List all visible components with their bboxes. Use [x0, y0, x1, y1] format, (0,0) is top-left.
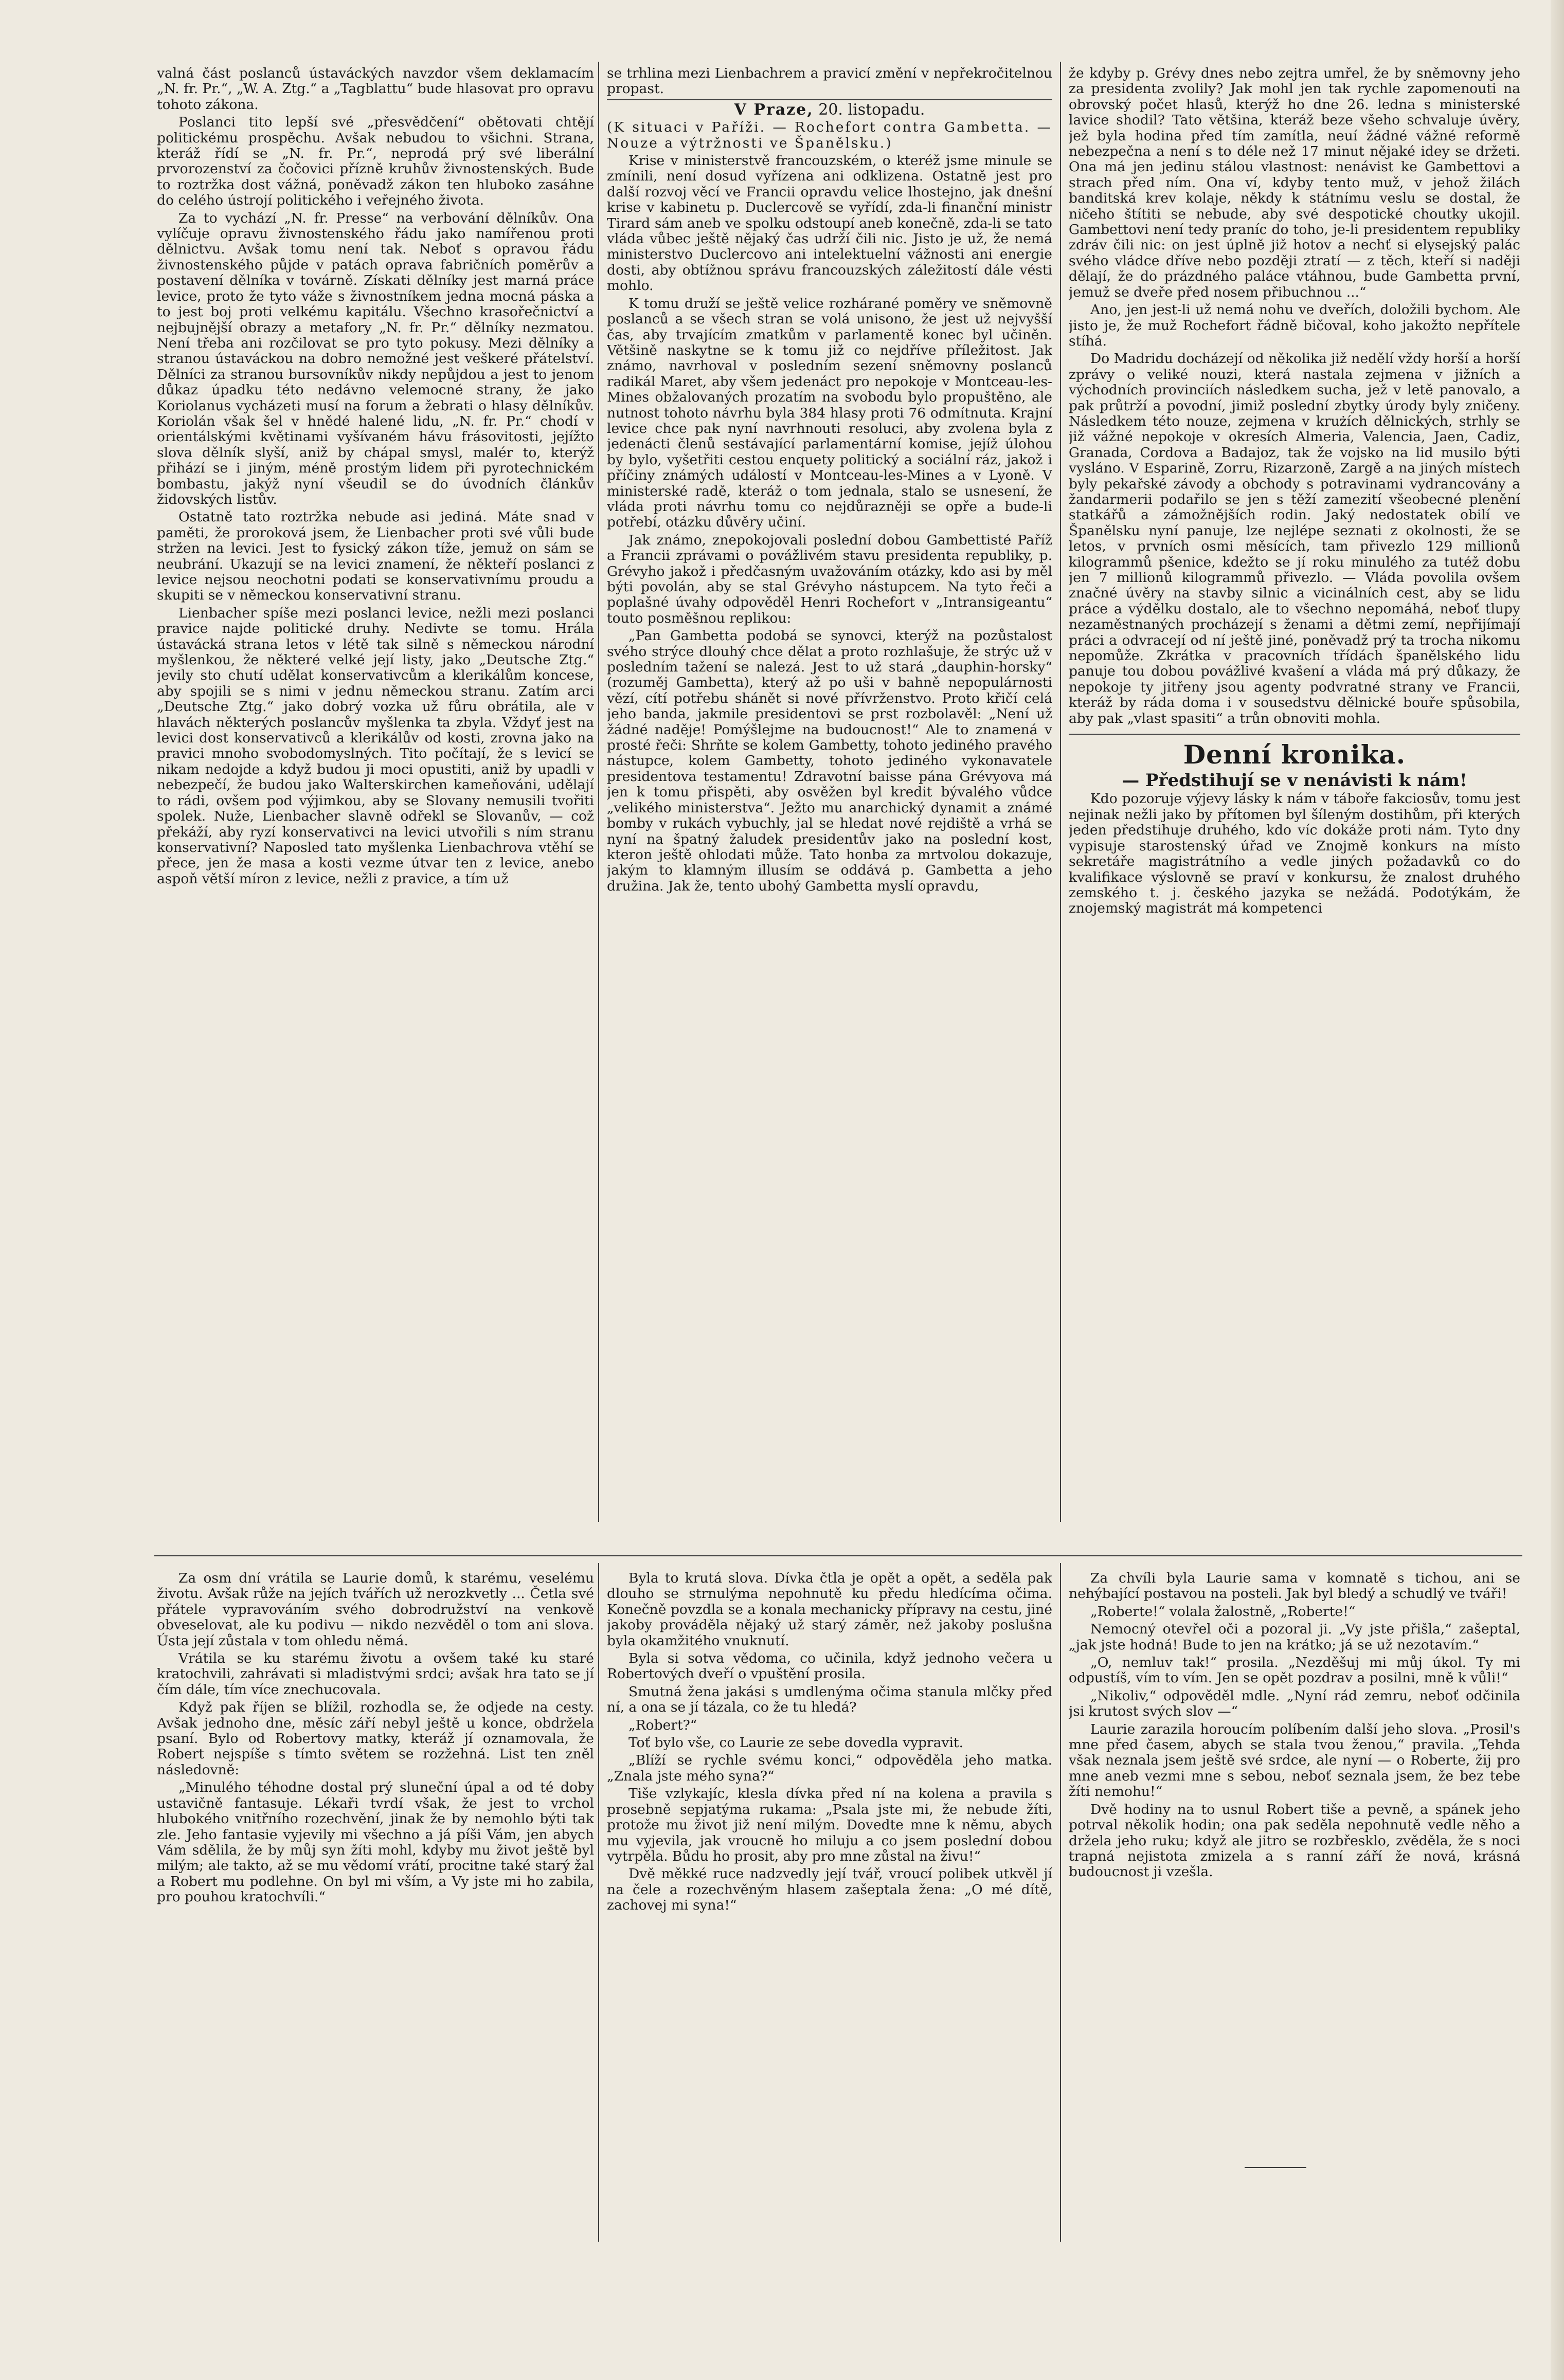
dateline-date: 20. listopadu. — [813, 100, 925, 119]
column-2-bottom — [607, 1571, 1052, 2260]
column-rule-1 — [598, 62, 599, 1522]
paragraph: Dvě hodiny na to usnul Robert tiše a pevně, a spánek jeho potrval několik hodin; ona pak seděla nepohnutě vedle něho a držela jeho ruku; když ale jitro se rozbřesklo, zvěděla, že s noci trapná nejistota zmizela a s ranní září že nová, krásná budoucnost ji vzešla. — [1069, 1801, 1520, 1880]
column-3-bottom — [1069, 1571, 1520, 2260]
column-3-top — [1069, 66, 1520, 1552]
column-1-bottom — [157, 1571, 594, 2260]
paragraph: Dvě měkké ruce nadzvedly její tvář, vroucí polibek utkvěl jí na čele a rozechvěným hlasem zašeptala žena: „O mé dítě, zachovej mi syna!“ — [607, 1866, 1052, 1914]
paragraph: Za to vychází „N. fr. Presse“ na verbování dělníkův. Ona vylíčuje opravu živnostenského řádu jako namířenou proti dělnictvu. Avšak tomu není tak. Neboť s opravou řádu živnostenského půjde v patách oprava fabričních poměrův a postavení dělníka v továrně. Získati dělníky jest marná práce levice, proto že tyto váže s živnostníkem jedna mocná páska a to jest boj proti velkému kapitálu. Všechno krasořečnictví a nejbujnější obrazy a metafory „N. fr. Pr.“ dělníky nezmatou. Není třeba ani rozčilovat se pro tyto pokusy. Mezi dělníky a stranou ústaváckou na dobro nemožné jest veškeré přátelství. Dělníci za stranou bursovníkův nikdy nepůjdou a jest to jenom důkaz úpadku této nedávno velemocné strany, že jako Koriolanus vycházeti musí na forum a žebrati o hlasy dělníkův. Koriolán však šel v hnědé halené lidu, „N. fr. Pr.“ chodí v orientálskými květinami vyšívaném hávu frásovitosti, jejížto slova dělník slyší, aniž by chápal smysl, malér to, kterýž přihází se i jiným, méně prostým lidem při pyrotechnickém bombastu, jakýž nyní všeudil se do úvodních článkův židovských listův. — [157, 210, 594, 507]
section-rule — [1069, 734, 1520, 735]
column-rule-4 — [1060, 1563, 1061, 2242]
paragraph: Ostatně tato roztržka nebude asi jediná. Máte snad v paměti, že proroková jsem, že Lienbacher proti své vůli bude stržen na levici. Jest to fysický zákon tíže, jemuž on sám se neubrání. Ukazují se na levici znamení, že někteří poslanci z levice nejsou neochotni podati se konservativnímu proudu a skupiti se v německou konservativní stranu. — [157, 509, 594, 604]
paragraph: „Blíží se rychle svému konci,“ odpověděla jeho matka. „Znala jste mého syna?“ — [607, 1752, 1052, 1784]
paragraph: Laurie zarazila horoucím políbením další jeho slova. „Prosil's mne před časem, abych se stala tvou ženou,“ pravila. „Tehda však neznala jsem ještě své srdce, ale nyní — o Roberte, žij pro mne aneb vezmi mne s sebou, neboť seznala jsem, že bez tebe žíti nemohu!“ — [1069, 1721, 1520, 1800]
column-rule-2 — [1060, 62, 1061, 1522]
paragraph: Ano, jen jest-li už nemá nohu ve dveřích, doložili bychom. Ale jisto je, že muž Rochefort řádně bičoval, koho jakožto nepřítele stíhá. — [1069, 302, 1520, 349]
paragraph: Kdo pozoruje výjevy lásky k nám v táboře fakciosův, tomu jest nejinak nežli jako by přítomen byl šíleným dostihům, při kterých jeden předstihuje druhého, kdo víc dokáže proti nám. Tyto dny vypisuje starostenský úřad ve Znojmě konkurs na místo sekretáře magistrátního a vedle jiných požadavků co do kvalifikace výslovně se praví v konkursu, že znalost druhého zemského t. j. českého jazyka se nežádá. Podotýkám, že znojemský magistrát má kompetenci — [1069, 791, 1520, 917]
paragraph: Lienbacher spíše mezi poslanci levice, nežli mezi poslanci pravice najde politické druhy. Nedivte se tomu. Hrála ústavácká strana letos v létě tak silně s německou národní myšlenkou, že některé velké její listy, jako „Deutsche Ztg.“ jevily sto chutí udělat konservativcům a klerikálům koncese, aby spojili se s nimi v jednu německou stranu. Zatím arci „Deutsche Ztg.“ jako dobrý vozka už fůru obrátila, ale v hlavách některých poslancův myšlenka ta zbyla. Vždyť jest na levici dost konservativců a klerikálův od kosti, zrovna jako na pravici mnoho svobodomyslných. Tito počítají, že s levicí se nikam nedojde a když budou ji moci opustiti, aniž by upadli v nebezpečí, že budou jako Walterskirchen kameňováni, udělají to rádi, ovšem pod výjimkou, aby se Slovany nemusili tvořiti spolek. Nuže, Lienbacher slavně odřekl se Slovanův, — což překáží, aby ryzí konservativci na levici utvořili s ním stranu konservativní? Naposled tato myšlenka Lienbachrova vtěhí se přece, jen že masa a kosti vezme útvar ten z levice, anebo aspoň větší míron z levice, nežli z pravice, a tím už — [157, 605, 594, 887]
paragraph: Za chvíli byla Laurie sama v komnatě s tichou, ani se nehýbající postavou na posteli. Jak byl bledý a schudlý ve tváři! — [1069, 1571, 1520, 1602]
paragraph: Jak známo, znepokojovali poslední dobou Gambettisté Paříž a Francii zprávami o povážlivém stavu presidenta republiky, p. Grévyho jakož i předčasným uvažováním otázky, kdo asi by měl býti povolán, aby se stal Grévyho nástupcem. Na tyto řeči a poplašné úvahy odpověděl Henri Rochefort v „Intransigeantu“ touto posměšnou replikou: — [607, 532, 1052, 626]
paragraph: Poslanci tito lepší své „přesvědčení“ obětovati chtějí politickému prospěchu. Avšak nebudou to všichni. Strana, kteráž řídí se „N. fr. Pr.“, neprodá prý své liberální prvorozenství za čočovici přízně kruhův živnostenských. Bude to roztržka dost vážná, poněvadž zákon ten hluboko zasáhne do celého ústrojí politického i veřejného života. — [157, 114, 594, 209]
paragraph: Nemocný otevřel oči a pozoral ji. „Vy jste přišla,“ zašeptal, „jak jste hodná! Bude to jen na krátko; já se už nezotavím.“ — [1069, 1621, 1520, 1653]
paragraph: Když pak říjen se blížil, rozhodla se, že odjede na cesty. Avšak jednoho dne, měsíc září nebyl ještě u konce, obdržela psaní. Bylo od Robertovy matky, kteráž jí oznamovala, že Robert nejspíše s tímto světem se rozžehná. List ten zněl následovně: — [157, 1699, 594, 1778]
paragraph: Smutná žena jakási s umdlenýma očima stanula mlčky před ní, a ona se jí tázala, co že tu hledá? — [607, 1683, 1052, 1716]
end-rule — [1245, 2167, 1306, 2168]
paragraph: Krise v ministerstvě francouzském, o kteréž jsme minule se zmínili, není dosud vyřízena ani odklizena. Ostatně jest pro další rozvoj věcí ve Francii opravdu velice lhostejno, jak dnešní krise v kabinetu p. Duclercově se vyřídí, zda-li finanční ministr Tirard sám aneb ve spolku odstoupí aneb konečně, zda-li se tato vláda vůbec ještě nějaký čas udrží čili nic. Jisto je už, že nemá ministerstvo Duclercovo ani intelektuelní vážnosti ani energie dosti, aby obtížnou správu francouzských záležitostí dále vésti mohlo. — [607, 153, 1052, 294]
dateline — [607, 102, 1052, 118]
paragraph: „Roberte!“ volala žalostně, „Roberte!“ — [1090, 1603, 1356, 1620]
article-headline: — Předstihují se v nenávisti k nám! — [1122, 770, 1467, 791]
paragraph: valná část poslanců ústaváckých navzdor všem deklamacím „N. fr. Pr.“, „W. A. Ztg.“ a „Tagblattu“ bude hlasovat pro opravu tohoto zákona. — [157, 66, 594, 113]
column-2-top — [607, 66, 1052, 1552]
paragraph: „Minulého téhodne dostal prý sluneční úpal a od té doby ustavičně fantasuje. Lékaři tvrdí však, že jest to vrchol hlubokého vnitřního rozechvění, jinak že by nemohlo býti tak zle. Jeho fantasie vyjevily mi všechno a já píši Vám, jen abych Vám sdělila, že by můj syn žíti mohl, kdyby mu život ještě byl milým; ale takto, až se mu vědomí vrátí, procitne také starý žal a Robert mu podlehne. On byl mi vším, a Vy jste mi ho zabila, pro pouhou kratochvíli.“ — [157, 1779, 594, 1905]
paragraph: že kdyby p. Grévy dnes nebo zejtra umřel, že by sněmovny jeho za presidenta zvolily? Jak mohl jen tak rychle zapomenouti na obrovský počet hlasů, kterýž ho dne 26. ledna s ministerské lavice shodil? Tato většina, kteráž beze všeho schvaluje úvěry, jež byla hodina před tím zamítla, neuí žádné vážné reformě nebezpečna a není s to déle než 17 minut nějaké idey se držeti. Ona má jen jedinu stálou vlastnost: nenávist ke Gambettovi a strach před ním. Ona ví, kdyby tento muž, v jehož žilách banditská krev kolaje, někdy k státnímu veslu se dostal, že ničeho štítiti se nebude, aby své despotické choutky ukojil. Gambettovi není tedy praníc do toho, je-li presidentem republiky zdráv čili nic: on jest úplně již hotov a nechť si elysejský palác svého vládce dříve nebo později ztratí — z těch, kteří si naději dělají, že do prázdného paláce vtáhnou, bude Gambetta první, jemuž se dveře před nosem přibuchnou ...“ — [1069, 66, 1520, 300]
page-edge-shadow — [1551, 0, 1564, 2380]
paragraph: Toť bylo vše, co Laurie ze sebe dovedla vypravit. — [628, 1735, 964, 1751]
paragraph: Za osm dní vrátila se Laurie domů, k starému, veselému životu. Avšak růže na jejích tvářích už nerozkvetly ... Četla své přátele vypravováním svého dobrodružství na venkově obveselovat, ale ku podivu — nikdo nezvěděl o tom ani slova. Ústa její zůstala v tom ohledu němá. — [157, 1571, 594, 1649]
paragraph: „Pan Gambetta podobá se synovci, kterýž na pozůstalost svého strýce dlouhý chce dělat a proto rozhlašuje, že strýc už v posledním tažení se nalezá. Jest to už stará „dauphin-horsky“ (rozuměj Gambetta), který až po uši v bahně nepopulárnosti vězí, cítí potřebu shánět si nové přívrženstvo. Proto křičí celá jeho banda, jakmile presidentovi se prst rozbolavěl: „Není už žádné naděje! Pomýšlejme na budoucnost!“ Ale to znamená v prosté řeči: Shrňte se kolem Gambetty, tohoto jediného pravého nástupce, kolem Gambetty, tohoto jediného vykonavatele presidentova testamentu! Zdravotní baisse pána Grévyova má jen k tomu přispěti, aby osvěžen byl kredit bývalého vůdce „velikého ministerstva“. Ježto mu anarchický dynamit a známé bomby v rukách vybuchly, jal se hledat nové rejdiště a vrhá se nyní na špatný žaludek presidentův jako na poslední kost, kteron ještě ohlodati může. Tato honba za mrtvolou dokazuje, jakým to klamným illusím se oddává p. Gambetta a jeho družina. Jak že, tento ubohý Gambetta myslí opravdu, — [607, 628, 1052, 894]
paragraph: Byla to krutá slova. Dívka čtla je opět a opět, a seděla pak dlouho se strnulýma nepohnutě ku předu hledícíma očima. Konečně povzdla se a konala mechanicky přípravy na cestu, jiné jakoby prováděla nějaký už starý záměr, než jakoby poslušna byla okamžitého vnuknutí. — [607, 1571, 1052, 1649]
article-summary: (K situaci v Paříži. — Rochefort contra Gambetta. — Nouze a výtržnosti ve Španělsku.) — [607, 119, 1052, 151]
paragraph: Do Madridu docházejí od několika již nedělí vždy horší a horší zprávy o veliké nouzi, která nastala zejmena v jižních a východních provinciích následkem sucha, jež v letě panovalo, a pak průtrží a povodní, jimiž poslední zbytky úrody byly zničeny. Následkem této nouze, zejmena v krużích dělnických, strhly se již vážné nepokoje v okresích Almeria, Valencia, Jaen, Cadiz, Granada, Cordova a Badajoz, tak že vojsko na lid musilo býti vysláno. V Esparině, Zorru, Rizarzoně, Zargě a na jiných místech byly pekařské závody a obchody s potravinami vydrancovány a žandarmerii podařilo se jen s těží zamezití všeobecné plenění statkářů a zámožnějších rodin. Jaký nedostatek obilí ve Španělsku nyní panuje, lze nejlépe seznati z okolnosti, že se letos, v prvních osmi měsících, tam přivezlo 129 millionů kilogrammů pšenice, kdežto se jí roku minulého za tutéž dobu jen 7 millionů kilogrammů přivezlo. — Vláda povolila ovšem značné úvěry na stavby silnic a vicinálních cest, aby se lidu práce a výdělku dostalo, ale to všechno nepomáhá, neboť tlupy nezaměstnaných procházejí s ženami a dětmi zemí, nepřijímají práci a odvracejí od ní ještě jiné, poněvadž prý ta trocha nikomu nepomůže. Zkrátka v pracovních třídách španělského lidu panuje tou dobou povážlivé kvašení a vláda má prý důkazy, že nepokoje ty jitřeny jsou agenty podvratné strany ve Francii, kteráž by ráda doma i v sousedstvu dělnické bouře spůsobila, aby pak „vlast spasiti“ a trůn obnoviti mohla. — [1069, 351, 1520, 726]
column-rule-3 — [598, 1563, 599, 2242]
column-1-top — [157, 66, 594, 1552]
paragraph: „Nikoliv,“ odpověděl mdle. „Nyní rád zemru, neboť odčinila jsi krutost svých slov —“ — [1069, 1687, 1520, 1720]
paragraph: „Robert?“ — [628, 1717, 697, 1733]
paragraph: Vrátila se ku starému životu a ovšem také ku staré kratochvili, zahrávati si mladistvými srdci; avšak hra tato se jí čím dále, tím více znechucovala. — [157, 1650, 594, 1698]
paragraph: Tiše vzlykajíc, klesla dívka před ní na kolena a pravila s prosebně sepjatýma rukama: „Psala jste mi, že nebude žíti, protože mu život již není milým. Dovedte mne k němu, abych mu vyjevila, jak vroucně ho miluju a co jsem poslední dobou vytrpěla. Bůdu ho prosit, aby pro mne zůstal na živu!“ — [607, 1786, 1052, 1864]
section-title: Denní kronika. — [1183, 739, 1406, 770]
paragraph: K tomu druží se ještě velice rozhárané poměry ve sněmovně poslanců a se všech stran se volá unisono, že jest už nejvyšší čas, aby trvajícím zmatkům v parlamentě konec byl učiněn. Většině naskytne se k tomu již co nejdříve příležitost. Jak známo, navrhoval v posledním sezení sněmovny poslanců radikál Maret, aby všem jedenáct pro nepokoje v Montceau-les-Mines obžalovaných prozatím na svobodu bylo propuštěno, ale nutnost tohoto návrhu byla 384 hlasy proti 76 odmítnuta. Krajní levice chce pak nyní navrhnouti resoluci, aby zvolena byla z jedenácti členů sestávající parlamentární komise, jejíž úlohou by bylo, vyšetřiti cestou enquety politický a sociální ráz, jakož i příčiny známých událostí v Montceau-les-Mines a v Lyoně. V ministerské radě, kteráž o tom jednala, stalo se usnesení, že vláda proti návrhu tomu co nejdůrazněji se opře a bude-li potřebí, otázku důvěry učiní. — [607, 295, 1052, 531]
dateline-place: V Praze, — [734, 100, 814, 119]
section-divider — [154, 1555, 1522, 1556]
paragraph: „O, nemluv tak!“ prosila. „Nezděšuj mi můj úkol. Ty mi odpustíš, vím to vím. Jen se opět pozdrav a posilni, mně k vůli!“ — [1069, 1655, 1520, 1686]
paragraph: Byla si sotva vědoma, co učinila, když jednoho večera u Robertových dveří o vpuštění prosila. — [607, 1650, 1052, 1682]
dateline-rule — [607, 99, 1052, 100]
paragraph: se trhlina mezi Lienbachrem a pravicí změní v nepřekročitelnou propast. — [607, 66, 1052, 97]
